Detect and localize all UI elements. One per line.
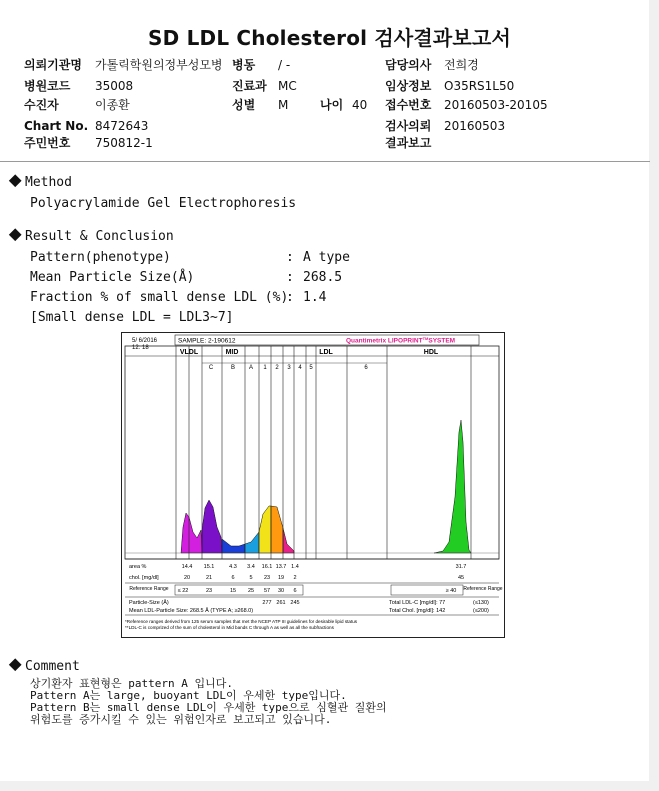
report-title: SD LDL Cholesterol 검사결과보고서 [148, 26, 511, 50]
particle-size-value: 261 [276, 600, 286, 606]
total-chol-label: Total Chol. [mg/dl]: 142 [389, 608, 446, 614]
band-label: 6 [364, 365, 368, 371]
diamond-bullet-icon [9, 228, 22, 241]
chol-row-value: 5 [249, 575, 253, 581]
clinical-info-label: 임상정보 [385, 79, 432, 93]
lipoprint-chart [121, 332, 505, 638]
chol-row-value: 21 [205, 575, 213, 581]
mean-ldl-size: Mean LDL-Particle Size: 268.5 Å (TYPE A; ≥268.0) [129, 608, 254, 614]
comment-line: Pattern B는 small dense LDL이 우세한 type으로 심혈관 질환의 [30, 701, 387, 714]
institution-label: 의뢰기관명 [24, 58, 82, 72]
particle-size-value: 245 [290, 600, 300, 606]
mean-particle-size-value: 268.5 [303, 270, 343, 285]
receipt-label: 접수번호 [385, 98, 432, 112]
ref-value: 57 [263, 588, 271, 594]
sex-value: M [278, 98, 289, 112]
chol-row-value: 23 [263, 575, 271, 581]
department-label: 진료과 [232, 79, 267, 93]
ref-value: 6 [293, 588, 297, 594]
chart-time: 12: 18 [132, 345, 149, 351]
header-divider [0, 161, 650, 162]
ref-value: 25 [247, 588, 255, 594]
chol-row-value: 45 [457, 575, 465, 581]
band-group-label: HDL [423, 349, 439, 356]
test-date-value: 20160503 [444, 119, 506, 133]
colon: : [286, 270, 294, 285]
chol-row-value: 6 [231, 575, 235, 581]
result-heading: Result & Conclusion [10, 229, 174, 244]
comment-line: 상기환자 표현형은 pattern A 입니다. [30, 677, 233, 690]
area-row-value: 4.3 [229, 564, 237, 570]
method-text: Polyacrylamide Gel Electrophoresis [30, 196, 297, 211]
area-row-label: area % [129, 564, 147, 570]
footnote: *Reference ranges derived from 125 serum samples that met the NCEP ATP III guidelines for desirable lipid status [125, 619, 358, 624]
result-report-label: 결과보고 [385, 136, 432, 150]
fraction-label: Fraction % of small dense LDL (%) [30, 290, 289, 305]
fraction-value: 1.4 [303, 290, 327, 305]
footnote: **LDL-C is comprized of the sum of cholesterol in Mid bands C through A as well as all the subfractions [125, 625, 334, 630]
comment-line: Pattern A는 large, buoyant LDL이 우세한 type입니다. [30, 689, 347, 702]
total-ldl-ref: (≤130) [473, 600, 489, 606]
small-dense-ldl-note: [Small dense LDL = LDL3~7] [30, 310, 234, 325]
age-value: 40 [352, 98, 368, 112]
ref-value: 15 [229, 588, 237, 594]
band-group-label: LDL [319, 349, 333, 356]
area-row-value: 31.7 [455, 564, 467, 570]
age-label: 나이 [320, 98, 344, 112]
ref-label-right: Reference Range [463, 586, 503, 592]
diamond-bullet-icon [9, 174, 22, 187]
total-chol-ref: (≤200) [473, 608, 489, 614]
area-row-value: 15.1 [203, 564, 215, 570]
resident-label: 주민번호 [24, 136, 71, 150]
band-group-label: MID [225, 349, 239, 356]
page-edge [649, 0, 659, 791]
hospital-code-value: 35008 [95, 79, 134, 93]
ref-value: 30 [277, 588, 285, 594]
ref-value: 23 [205, 588, 213, 594]
band-label: 2 [275, 365, 279, 371]
method-heading: Method [10, 175, 72, 190]
mean-particle-size-label: Mean Particle Size(Å) [30, 270, 195, 285]
area-row-value: 16.1 [261, 564, 273, 570]
chart-brand: Quantimetrix LIPOPRINT™SYSTEM [346, 336, 456, 345]
area-row-value: 14.4 [181, 564, 193, 570]
chol-row-label: chol. [mg/dl] [129, 575, 159, 581]
chart-no-value: 8472643 [95, 119, 149, 133]
comment-heading: Comment [10, 659, 80, 674]
ref-value: ≤ 22 [177, 588, 189, 594]
colon: : [286, 290, 294, 305]
test-date-label: 검사의뢰 [385, 119, 432, 133]
chol-row-value: 2 [293, 575, 297, 581]
band-label: B [230, 365, 236, 371]
sex-label: 성별 [232, 98, 256, 112]
doctor-value: 전희경 [444, 58, 479, 72]
particle-size-value: 277 [262, 600, 272, 606]
comment-line: 위험도를 증가시킬 수 있는 위험인자로 보고되고 있습니다. [30, 713, 332, 726]
band-label: 5 [309, 365, 313, 371]
page-edge [0, 781, 659, 791]
chol-row-value: 19 [277, 575, 285, 581]
area-row-value: 13.7 [275, 564, 287, 570]
particle-size-label: Particle-Size (Å) [129, 600, 169, 606]
band-label: 4 [298, 365, 302, 371]
ward-value: / - [278, 58, 291, 72]
institution-value: 가톨릭학원의정부성모병 [95, 58, 223, 72]
department-value: MC [278, 79, 297, 93]
chol-row-value: 20 [183, 575, 191, 581]
clinical-info-value: O35RS1L50 [444, 79, 515, 93]
band-label: 1 [263, 365, 267, 371]
chart-sample: SAMPLE: 2-190612 [178, 337, 236, 345]
band-label: C [208, 365, 214, 371]
area-row-value: 1.4 [291, 564, 299, 570]
colon: : [286, 250, 294, 265]
ref-label: Reference Range [129, 586, 169, 592]
doctor-label: 담당의사 [385, 58, 432, 72]
total-ldl-label: Total LDL-C [mg/dl]: 77 [389, 600, 446, 606]
pattern-value: A type [303, 250, 350, 265]
chart-no-label: Chart No. [24, 119, 89, 133]
band-group-label: VLDL [179, 349, 199, 356]
resident-value: 750812-1 [95, 136, 153, 150]
diamond-bullet-icon [9, 658, 22, 671]
chart-date: 5/ 6/2016 [132, 338, 158, 344]
patient-label: 수진자 [24, 98, 59, 112]
hospital-code-label: 병원코드 [24, 79, 71, 93]
area-row-value: 3.4 [247, 564, 255, 570]
band-label: A [248, 365, 254, 371]
ref-value: ≥ 40 [445, 588, 457, 594]
band-label: 3 [287, 365, 291, 371]
pattern-label: Pattern(phenotype) [30, 250, 171, 265]
ward-label: 병동 [232, 58, 256, 72]
receipt-value: 20160503-20105 [444, 98, 548, 112]
patient-value: 이종환 [95, 98, 130, 112]
